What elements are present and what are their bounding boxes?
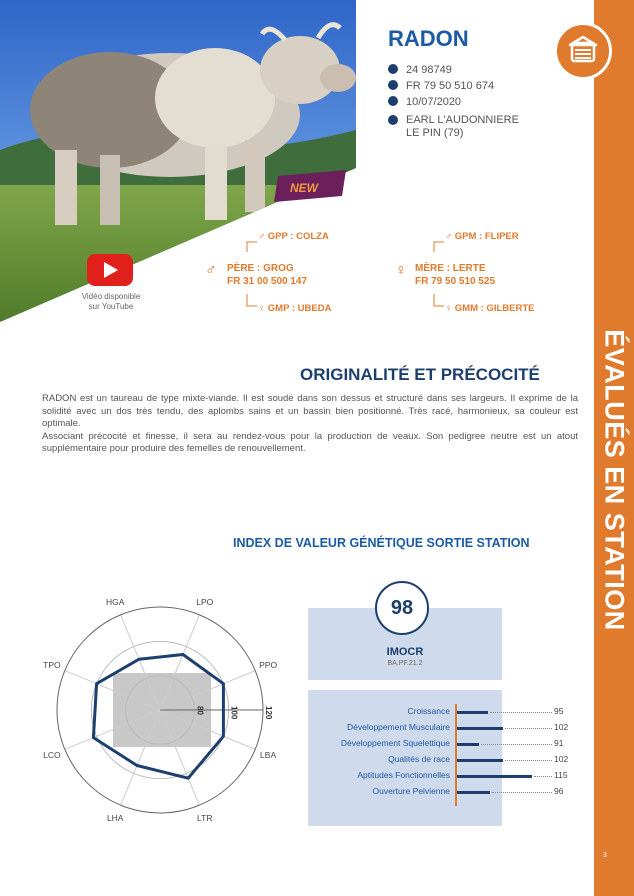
description-paragraph-2: Associant précocité et finesse, il sera au rendez-vous pour la production de veaux. Son pedigree neutre est un atout supplémentaire pour produire des femelles de renouvellement.: [42, 430, 578, 454]
bull-name: RADON: [388, 26, 469, 51]
bar-value: 96: [554, 786, 564, 796]
female-icon: ♀: [258, 303, 266, 314]
bar-leader: [505, 760, 552, 761]
new-badge: NEW: [290, 181, 318, 195]
info-id: 24 98749: [388, 64, 452, 76]
bar-label: Croissance: [407, 706, 450, 716]
pedigree-gpm: ♂ GPM : FLIPER: [445, 231, 519, 242]
radar-ring-label: 100: [229, 706, 239, 720]
page-number: 3: [603, 852, 607, 859]
pedigree-gmm: ♀ GMM : GILBERTE: [445, 303, 535, 314]
male-icon: ♂: [445, 231, 453, 242]
section-title: ORIGINALITÉ ET PRÉCOCITÉ: [300, 365, 540, 384]
bar: [455, 775, 532, 778]
bar-value: 115: [554, 770, 568, 780]
bar-label: Aptitudes Fonctionnelles: [357, 770, 450, 780]
bar-leader: [490, 712, 552, 713]
bar-label: Développement Squelettique: [340, 738, 450, 748]
pedigree-gpp: ♂ GPP : COLZA: [258, 231, 329, 242]
index-bars: [308, 690, 569, 826]
radar-axis-label: TPO: [43, 660, 61, 671]
info-national-number: FR 79 50 510 674: [388, 80, 494, 92]
radar-ring-label: 80: [195, 706, 205, 715]
bar-value: 102: [554, 722, 569, 732]
radar-axis-label: LBA: [260, 749, 277, 760]
info-breeder: EARL L'AUDONNIERE LE PIN (79): [388, 114, 519, 140]
description: [42, 393, 578, 456]
bar: [455, 727, 503, 730]
bar-leader: [481, 744, 552, 745]
pedigree-gmp: ♀ GMP : UBEDA: [258, 303, 332, 314]
barn-badge: [554, 22, 612, 80]
male-icon: ♂: [258, 231, 266, 242]
radar-ring-label: 120: [264, 706, 273, 720]
bar-label: Ouverture Pelvienne: [372, 786, 450, 796]
female-icon: ♀: [445, 303, 453, 314]
play-icon: [104, 262, 118, 278]
location-pin-icon: [388, 115, 398, 125]
female-icon: ♀: [395, 262, 407, 279]
index-title: INDEX DE VALEUR GÉNÉTIQUE SORTIE STATION: [233, 536, 530, 550]
bar-label: Développement Musculaire: [347, 722, 450, 732]
male-icon: ♂: [205, 262, 217, 279]
side-band-title: ÉVALUÉS EN STATION: [599, 329, 630, 631]
radar-axis-label: HGA: [106, 596, 125, 607]
bar: [455, 711, 488, 714]
bar-leader: [505, 728, 552, 729]
bar: [455, 759, 503, 762]
bar: [455, 791, 490, 794]
description-paragraph-1: RADON est un taureau de type mixte-viande. Il est soudé dans son dessus et structuré dans ses largeurs. Il exprime de la solidité avec un dos très tendu, des aplombs sains et un bassin bien positionné. Très racé, harmonieux, sa couleur est optimale.: [42, 393, 578, 429]
pedigree-pere: ♂ PÈRE : GROG FR 31 00 500 147: [205, 262, 308, 287]
barn-icon: [557, 25, 609, 77]
reference-axis: [455, 704, 457, 806]
imocr-value: 98: [375, 581, 429, 635]
bar-value: 91: [554, 738, 564, 748]
tag-icon: [388, 80, 398, 90]
radar-axis-label: LCO: [43, 749, 61, 760]
calendar-icon: [388, 96, 398, 106]
bar-label: Qualités de race: [388, 754, 450, 764]
bar: [455, 743, 479, 746]
id-icon: [388, 64, 398, 74]
youtube-caption: Vidéo disponible sur YouTube: [81, 292, 141, 311]
bar-value: 102: [554, 754, 569, 764]
imocr-label: IMOCR: [386, 646, 424, 658]
radar-axis-label: LHA: [106, 813, 124, 824]
radar-axis-label: LTR: [197, 813, 213, 824]
radar-axis-label: LPO: [196, 596, 214, 607]
bar-leader: [534, 776, 552, 777]
radar-chart: [30, 590, 290, 830]
pedigree-mere: ♀ MÈRE : LERTE FR 79 50 510 525: [395, 262, 496, 287]
imocr-sub: BA.PF.21.2: [387, 660, 423, 667]
radar-axis-label: PPO: [259, 660, 278, 671]
bar-leader: [492, 792, 552, 793]
info-birth-date: 10/07/2020: [388, 96, 461, 108]
bar-value: 95: [554, 706, 564, 716]
